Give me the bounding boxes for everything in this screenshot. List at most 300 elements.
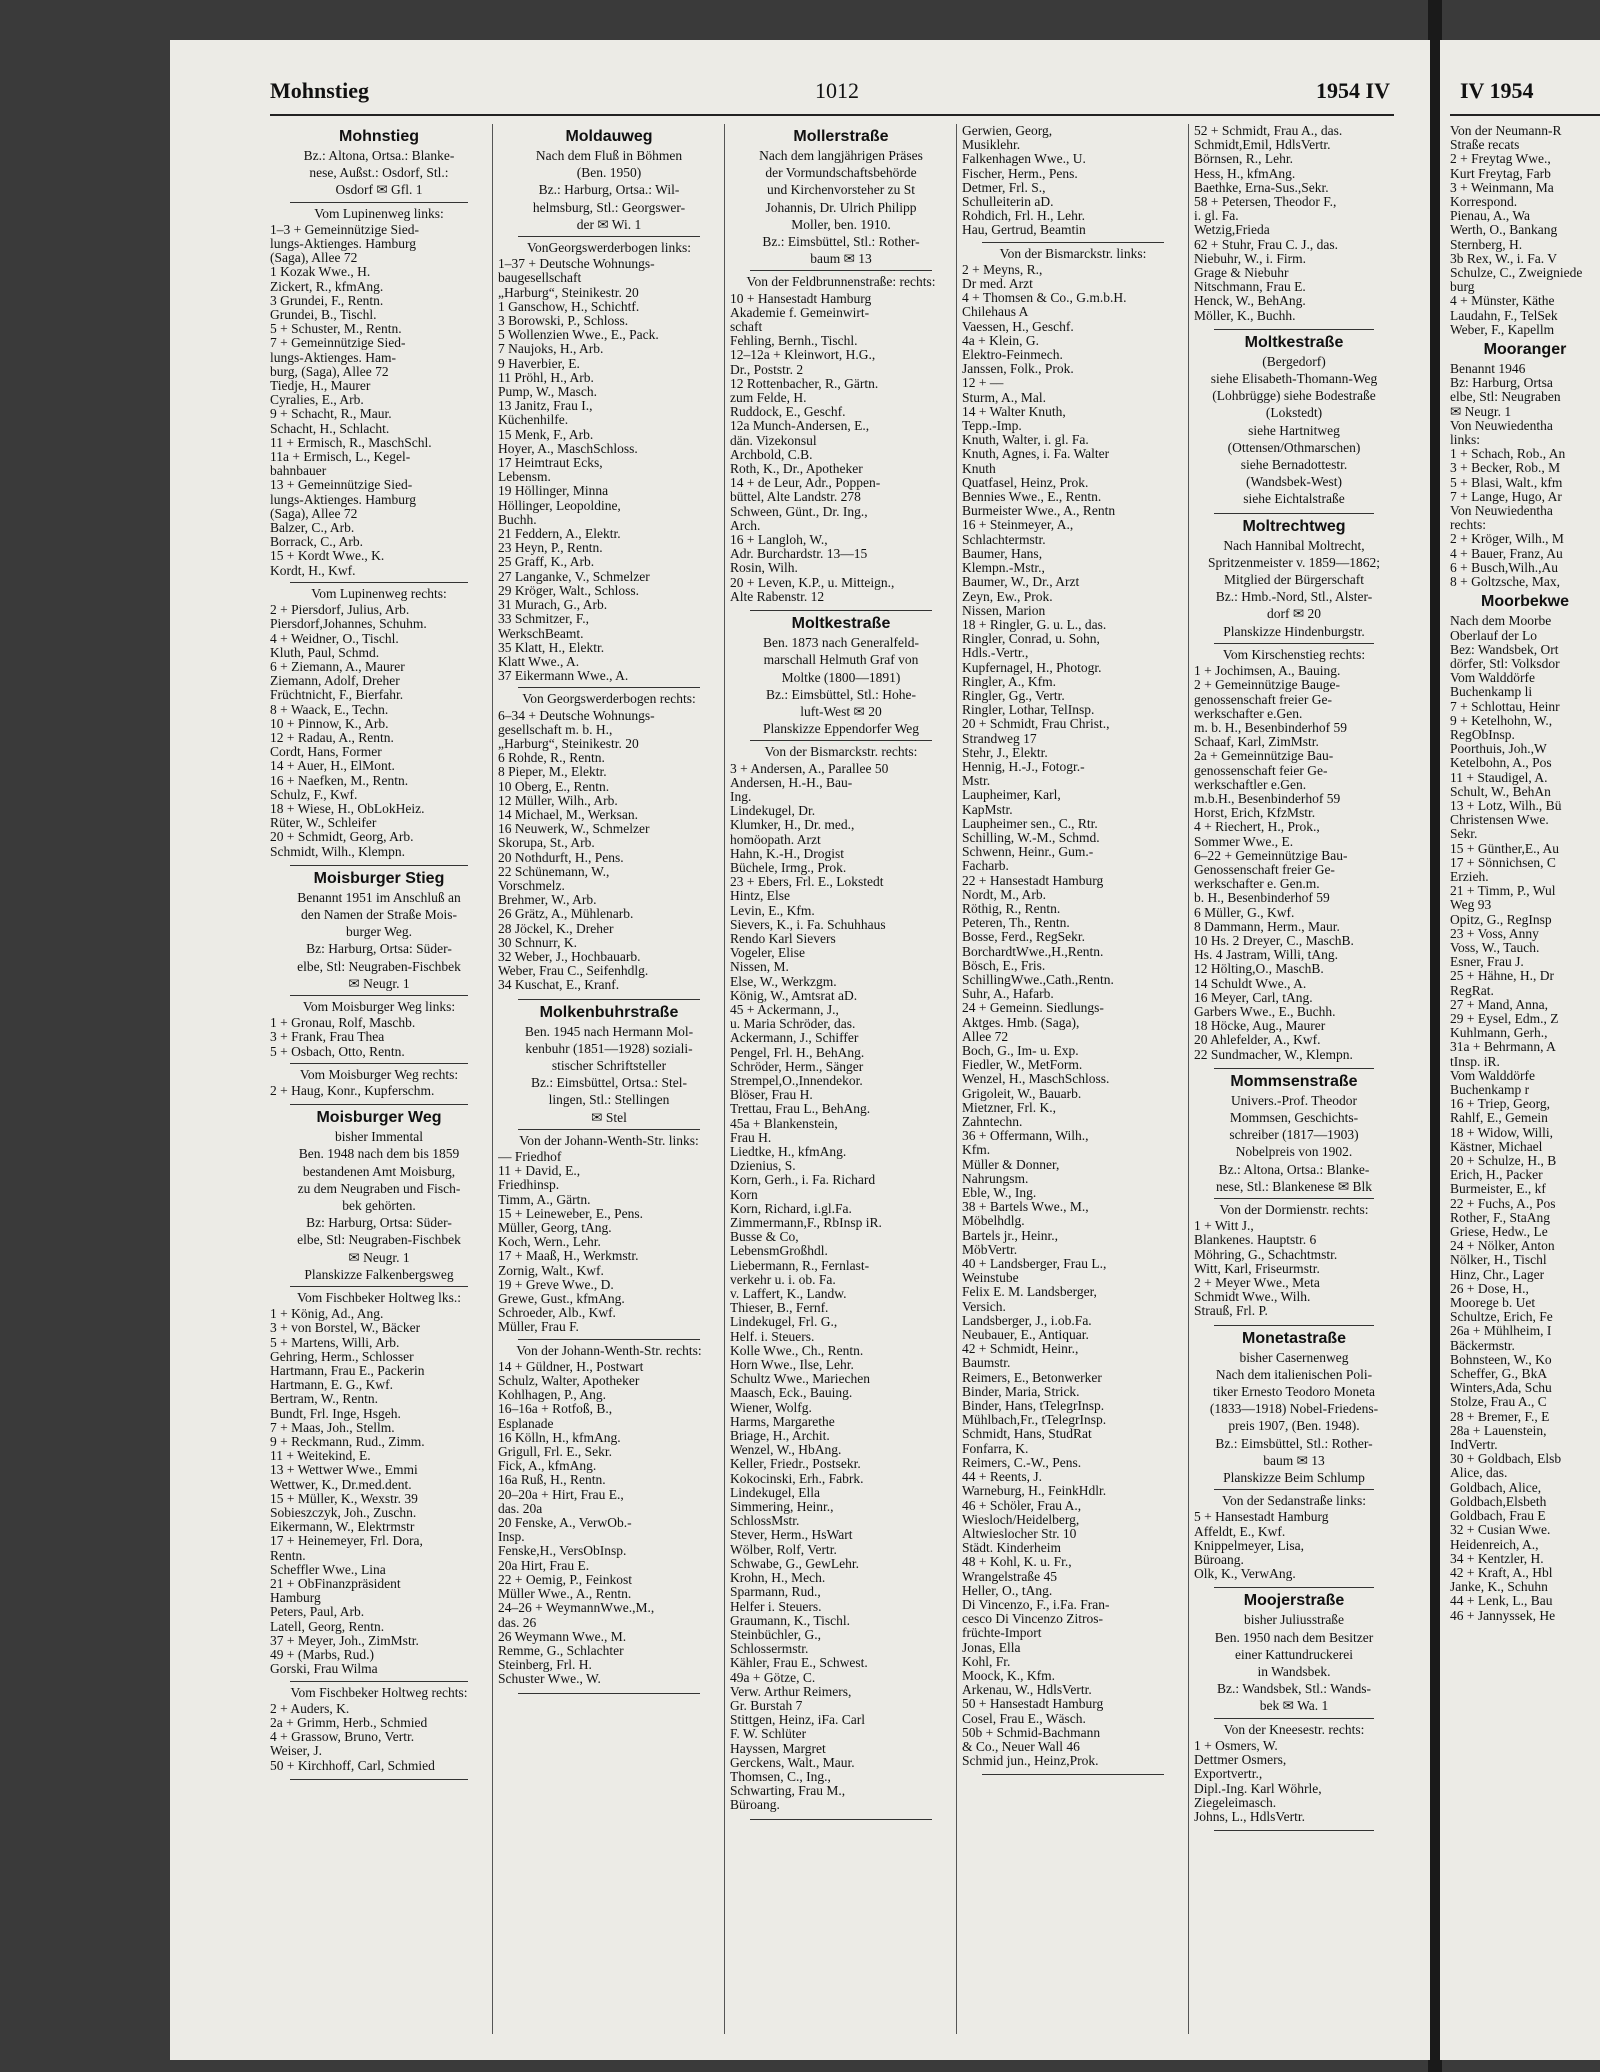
resident-entry: 18 + Widow, Willi, [1450,1125,1554,1140]
street-section [1194,1592,1394,1824]
resident-entry: Versich. [962,1299,1006,1314]
resident-entry: Schacht, H., Schlacht. [270,421,390,436]
resident-entry: Weg 93 [1450,898,1492,913]
resident-entry: Ing. [730,789,752,804]
resident-entry: 23 + Ebers, Frl. E., Lokstedt [730,875,884,890]
street-description: Ben. 1948 nach dem bis 1859 [298,1146,460,1162]
resident-entry: Kurt Freytag, Farb [1450,166,1551,181]
resident-entry: Grigoleit, W., Bauarb. [962,1086,1082,1101]
resident-entry: 37 + Meyer, Joh., ZimMstr. [270,1633,419,1648]
resident-entry: Zimmermann,F., RbInsp iR. [730,1216,882,1231]
resident-entry: Bohnsteen, W., Ko [1450,1352,1552,1367]
section-divider [518,1129,700,1130]
resident-entry: Schwabe, G., GewLehr. [730,1556,859,1571]
resident-entry: Burmeister, E., kf [1450,1182,1546,1197]
resident-entry: Kokocinski, Erh., Fabrk. [730,1471,864,1486]
resident-entry: Esner, Frau J. [1450,955,1524,970]
resident-entry: Strempel,O.,Innendekor. [730,1073,863,1088]
street-description: helmsburg, Stl.: Georgswer- [532,199,686,215]
street-description: Nobelpreis von 1902. [1235,1144,1353,1160]
street-title: Moojerstraße [1243,1592,1345,1610]
street-description: bisher Juliusstraße [1243,1612,1345,1628]
resident-entry: Binder, Hans, tTelegrInsp. [962,1399,1105,1414]
resident-entry: KapMstr. [962,802,1013,817]
resident-entry: Cordt, Hans, Former [270,745,382,760]
section-divider [1214,1068,1374,1069]
resident-entry: Facharb. [962,859,1009,874]
direction-heading: Vom Lupinenweg links: [314,205,444,221]
resident-entry: Wölber, Rolf, Vertr. [730,1542,837,1557]
section-divider [1214,1489,1374,1490]
section-divider [1214,513,1374,514]
resident-entry: 2 + Piersdorf, Julius, Arb. [270,603,410,618]
resident-entry: Eikermann, W., Elektrmstr [270,1520,415,1535]
resident-entry: Gerckens, Walt., Maur. [730,1755,855,1770]
resident-entry: Laupheimer, Karl, [962,788,1061,803]
resident-entry: SchillingWwe.,Cath.,Rentn. [962,972,1114,987]
resident-entry: LebensmGroßhdl. [730,1244,828,1259]
resident-entry: Piersdorf,Johannes, Schuhm. [270,617,427,632]
resident-entry: Schilling, W.-M., Schmd. [962,830,1100,845]
resident-entry: Möller, K., Buchh. [1194,308,1296,323]
header-street: Mohnstieg [270,78,369,103]
resident-entry: 2 + Auders, K. [270,1701,350,1716]
resident-entry: Stittgen, Heinz, iFa. Carl [730,1713,865,1728]
resident-entry: 14 Schuldt Wwe., A. [1194,976,1307,991]
resident-entry: Fehling, Bernh., Tischl. [730,334,858,349]
resident-entry: Hess, H., kfmAng. [1194,166,1296,181]
resident-entry: 30 + Goldbach, Elsb [1450,1452,1562,1467]
resident-entry: 1–3 + Gemeinnützige Sied- [270,222,419,237]
resident-entry: Hamburg [270,1591,321,1606]
resident-entry: 32 Weber, J., Hochbauarb. [498,949,641,964]
resident-entry: Dipl.-Ing. Karl Wöhrle, [1194,1781,1322,1796]
resident-entry: 10 Oberg, E., Rentn. [498,779,610,794]
resident-entry: Moock, K., Kfm. [962,1668,1055,1683]
resident-entry: Tepp.-Imp. [962,419,1022,434]
street-section [1194,1330,1394,1582]
direction-heading: Vom Fischbeker Holtweg rechts: [290,1684,468,1700]
resident-entry: Landsberger, J., i.ob.Fa. [962,1313,1092,1328]
resident-entry: 27 Langanke, V., Schmelzer [498,569,650,584]
resident-entry: Börnsen, R., Lehr. [1194,152,1293,167]
resident-entry: 50 + Kirchhoff, Carl, Schmied [270,1758,435,1773]
resident-entry: Vogeler, Elise [730,946,805,961]
resident-entry: 16–16a + Rotfoß, B., [498,1402,613,1417]
resident-entry: genossenschaft freier Ge- [1194,692,1332,707]
facing-page-header: IV 1954 [1460,78,1534,103]
direction-heading: Vom Moisburger Weg links: [302,998,456,1014]
street-description: Benannt 1951 im Anschluß an [297,889,461,905]
resident-entry: 8 Pieper, M., Elektr. [498,765,607,780]
resident-entry: 24–26 + WeymannWwe.,M., [498,1601,655,1616]
resident-entry: bahnbauer [270,464,327,479]
resident-entry: 5 + Schuster, M., Rentn. [270,322,402,337]
street-description: in Wandsbek. [1257,1664,1331,1680]
resident-entry: Weiser, J. [270,1744,322,1759]
section-divider [290,1681,468,1682]
resident-entry: 17 + Sönnichsen, C [1450,855,1556,870]
resident-entry: 26 + Dose, H., [1450,1281,1529,1296]
street-description: Planskizze Beim Schlump [1223,1470,1365,1486]
resident-entry: Strandweg 17 [962,731,1037,746]
resident-entry: Hartmann, E. G., Kwf. [270,1378,393,1393]
street-description: marschall Helmuth Graf von [763,652,919,668]
resident-entry: Küchenhilfe. [498,413,569,428]
resident-entry: Warneburg, H., FeinkHdlr. [962,1484,1107,1499]
direction-heading: Von der Feldbrunnenstraße: rechts: [746,274,936,290]
resident-entry: „Harburg“, Steinikestr. 20 [498,285,639,300]
resident-entry: 9 + Ketelhohn, W., [1450,713,1553,728]
resident-entry: Grage & Niebuhr [1194,266,1289,281]
resident-entry: Poorthuis, Joh.,W [1450,742,1547,757]
resident-entry: Wettwer, K., Dr.med.dent. [270,1477,412,1492]
resident-entry: Ringler, Gg., Vertr. [962,688,1065,703]
street-section [270,870,488,1098]
resident-entry: cesco Di Vincenzo Zitros- [962,1612,1104,1627]
column-4 [962,124,1184,2044]
street-description: ✉ Neugr. 1 [348,975,410,991]
resident-entry: Keller, Friedr., Postsekr. [730,1457,861,1472]
street-title: Moldauweg [565,128,653,145]
resident-entry: Weinstube [962,1271,1019,1286]
direction-heading: Von der Bismarckstr. rechts: [764,744,918,760]
resident-entry: 5 + Blasi, Walt., kfm [1450,475,1563,490]
resident-entry: Wiesloch/Heidelberg, [962,1512,1080,1527]
section-divider [290,995,468,996]
resident-entry: 1 + Jochimsen, A., Bauing. [1194,664,1341,679]
direction-heading: Von der Kneesestr. rechts: [1223,1721,1365,1737]
resident-entry: Winters,Ada, Schu [1450,1381,1552,1396]
resident-entry: Mietzner, Frl. K., [962,1100,1056,1115]
direction-heading: Von der Bismarckstr. links: [999,245,1147,261]
resident-entry: 45a + Blankenstein, [730,1116,838,1131]
resident-entry: 12 + –– [962,376,1004,391]
resident-entry: 10 + Pinnow, K., Arb. [270,716,389,731]
resident-entry: 11 + David, E., [498,1164,581,1179]
resident-entry: Henck, W., BehAng. [1194,294,1306,309]
resident-entry: 3 Borowski, P., Schloss. [498,314,629,329]
resident-entry: 4 + Weidner, O., Tischl. [270,631,399,646]
resident-entry: Wrangelstraße 45 [962,1569,1058,1584]
resident-entry: Trettau, Frau L., BehAng. [730,1102,871,1117]
resident-entry: Zahntechn. [962,1115,1023,1130]
resident-entry: Kluth, Paul, Schmd. [270,645,380,660]
resident-entry: 2 + Meyns, R., [962,262,1043,277]
resident-entry: 3b Rex, W., i. Fa. V [1450,251,1558,266]
street-description: Ben. 1945 nach Hermann Mol- [524,1023,694,1039]
street-description: (1833—1918) Nobel-Friedens- [1209,1401,1379,1417]
resident-entry: 5 + Martens, Willi, Arb. [270,1335,400,1350]
street-description: siehe Eichtalstraße [1243,491,1345,507]
resident-entry: Else, W., Werkzgm. [730,974,837,989]
resident-entry: 7 + Maas, Joh., Stellm. [270,1420,395,1435]
resident-entry: 2 + Gemeinnützige Bauge- [1194,678,1340,693]
column-3 [730,124,952,2044]
resident-entry: (Saga), Allee 72 [270,251,358,266]
resident-entry: Bosse, Ferd., RegSekr. [962,930,1085,945]
resident-entry: Elektro-Feinmech. [962,348,1063,363]
section-divider [518,687,700,688]
resident-entry: Harms, Margarethe [730,1414,835,1429]
resident-entry: Johns, L., HdlsVertr. [1194,1809,1305,1824]
resident-entry: Janke, K., Schuhn [1450,1580,1548,1595]
resident-entry: Fischer, Herm., Pens. [962,166,1078,181]
resident-entry: 16 + Naefken, M., Rentn. [270,773,409,788]
resident-entry: büttel, Alte Landstr. 278 [730,490,861,505]
street-title: Moisburger Stieg [313,869,445,887]
resident-entry: 15 + Günther,E., Au [1450,841,1560,856]
resident-entry: Jonas, Ella [962,1640,1021,1655]
resident-entry: 58 + Petersen, Theodor F., [1194,195,1337,210]
resident-entry: Schmidt, Hans, StudRat [962,1427,1092,1442]
resident-entry: 50 + Hansestadt Hamburg [962,1697,1104,1712]
resident-entry: Frau H. [730,1130,772,1145]
resident-entry: Dettmer Osmers, [1194,1753,1287,1768]
resident-entry: Rother, F., StaAng [1450,1210,1551,1225]
resident-entry: 8 + Waack, E., Techn. [270,702,389,717]
resident-entry: 20 Nothdurft, H., Pens. [498,850,624,865]
street-description: elbe, Stl: Neugraben-Fischbek [297,1232,461,1248]
resident-entry: RegObInsp. [1450,727,1515,742]
resident-entry: Friedhinsp. [498,1178,560,1193]
resident-entry: Hahn, K.-H., Drogist [730,846,844,861]
section-divider [750,740,932,741]
resident-entry: 36 + Offermann, Wilh., [962,1129,1089,1144]
resident-entry: 8 + Goltzsche, Max, [1450,575,1560,590]
resident-entry: 22 + Oemig, P., Feinkost [498,1572,632,1587]
street-description: bisher Immental [334,1129,424,1145]
street-description: (Ottensen/Othmarschen) [1227,439,1361,455]
resident-entry: Möhring, G., Schachtmstr. [1194,1247,1338,1262]
direction-heading: Von Georgswerderbogen rechts: [522,691,696,707]
resident-entry: Kähler, Frau E., Schwest. [730,1656,868,1671]
resident-entry: König, W., Amtsrat aD. [730,988,858,1003]
resident-entry: 7 Naujoks, H., Arb. [498,342,604,357]
resident-entry: 6–22 + Gemeinnützige Bau- [1194,848,1348,863]
street-description: (Wandsbek-West) [1245,474,1343,490]
resident-entry: 15 + Leineweber, E., Pens. [498,1206,644,1221]
resident-entry: das. 26 [498,1615,537,1630]
resident-entry: Moorege b. Uet [1450,1296,1536,1311]
resident-entry: Baumer, W., Dr., Arzt [962,575,1080,590]
resident-entry: tInsp. iR. [1450,1054,1500,1069]
street-section [1194,1073,1394,1319]
resident-entry: Chilehaus A [962,305,1029,320]
resident-entry: Affeldt, E., Kwf. [1194,1524,1286,1539]
street-description: Planskizze Hindenburgstr. [1223,623,1365,639]
direction-heading: VonGeorgswerderbogen links: [526,240,692,256]
street-description: siehe Hartnitweg [1248,422,1340,438]
street-description: nese, Außst.: Osdorf, Stl.: [309,165,449,181]
resident-entry: 2a + Gemeinnützige Bau- [1194,749,1334,764]
column-divider [956,124,957,2034]
resident-entry: 12 + Radau, A., Rentn. [270,730,394,745]
street-description: bek gehörten. [342,1198,416,1213]
resident-entry: 28 + Bremer, F., E [1450,1409,1550,1424]
resident-entry: Schmidt, Wilh., Klempn. [270,844,405,859]
resident-entry: Busse & Co, [730,1230,799,1245]
resident-entry: Knuth [962,461,996,476]
resident-entry: Steinbüchler, G., [730,1627,821,1642]
resident-entry: zum Felde, H. [730,391,807,406]
resident-entry: Früchtnicht, F., Bierfahr. [270,688,404,703]
resident-entry: 6 + Busch,Wilh.,Au [1450,560,1558,575]
facing-page [1440,40,1600,2060]
resident-entry: Wetzig,Frieda [1194,223,1270,238]
header-rule [270,114,1394,116]
section-divider [1214,1198,1374,1199]
resident-entry: 23 + Voss, Anny [1450,926,1539,941]
street-description: Bz.: Eimsbüttel, Ortsa.: Stel- [531,1075,687,1091]
street-title: Moorbekwe [1480,593,1569,611]
resident-entry: 45 + Ackermann, J., [730,1002,839,1017]
street-description: ✉ Stel [591,1109,627,1125]
resident-entry: Voss, W., Tauch. [1450,940,1540,955]
resident-entry: Korn [730,1187,758,1202]
resident-entry: Kupfernagel, H., Photogr. [962,660,1102,675]
section-divider [518,1339,700,1340]
resident-entry: 22 Sundmacher, W., Klempn. [1194,1047,1353,1062]
resident-entry: Ketelbohn, A., Pos [1450,756,1552,771]
resident-entry: Simmering, Heinr., [730,1500,834,1515]
street-description: der Vormundschaftsbehörde [765,165,917,181]
resident-entry: Thieser, B., Fernf. [730,1301,829,1316]
street-section [270,1109,488,1773]
resident-entry: Felix E. M. Landsberger, [962,1285,1097,1300]
street-description: bek ✉ Wa. 1 [1259,1698,1329,1714]
resident-entry: lungs-Aktienges. Hamburg [270,237,416,252]
street-section [270,128,488,859]
resident-entry: Knippelmeyer, Lisa, [1194,1538,1305,1553]
street-description: bestandenen Amt Moisburg, [302,1163,456,1179]
street-description: Nach dem Fluß in Böhmen [535,148,683,163]
resident-entry: Grundei, B., Tischl. [270,308,377,323]
resident-entry: 6–34 + Deutsche Wohnungs- [498,708,655,723]
direction-heading: Von der Sedanstraße links: [1221,1493,1367,1509]
resident-entry: Horn Wwe., Ilse, Lehr. [730,1358,854,1373]
resident-entry: Borrack, C., Arb. [270,535,363,550]
resident-entry: Sobieszczyk, Joh., Zuschn. [270,1506,417,1521]
street-section [730,128,952,604]
street-description: preis 1907, (Ben. 1948). [1228,1418,1360,1434]
resident-entry: Von der Neumann-R [1450,124,1562,138]
resident-entry: i. gl. Fa. [1194,209,1239,224]
resident-entry: links: [1450,433,1481,448]
resident-entry: 12 Rottenbacher, R., Gärtn. [730,376,879,391]
street-description: der ✉ Wi. 1 [576,216,642,232]
resident-entry: Lebensm. [498,470,551,485]
resident-entry: 19 Höllinger, Minna [498,484,609,499]
resident-entry: 20 Ahlefelder, A., Kwf. [1194,1033,1321,1048]
resident-entry: 29 Kröger, Walt., Schloss. [498,583,639,598]
resident-entry: 21 + ObFinanzpräsident [270,1577,401,1592]
resident-entry: 31a + Behrmann, A [1450,1040,1556,1055]
street-title: Monetastraße [1241,1329,1347,1347]
resident-entry: Nitschmann, Frau E. [1194,280,1306,295]
resident-entry: Bertram, W., Rentn. [270,1392,378,1407]
resident-entry: Falkenhagen Wwe., U. [962,152,1086,167]
street-title: Mommsenstraße [1230,1072,1358,1090]
resident-entry: werkschafter e. Gen.m. [1194,877,1320,892]
section-divider [1214,329,1374,330]
resident-entry: Höllinger, Leopoldine, [498,498,621,513]
resident-entry: Peteren, Th., Rentn. [962,916,1070,931]
resident-entry: Liedtke, H., kfmAng. [730,1145,847,1159]
resident-entry: Schulleiterin aD. [962,195,1054,210]
resident-entry: Thomsen, C., Ing., [730,1769,831,1784]
resident-entry: Laudahn, F., TelSek [1450,308,1558,323]
street-description: burger Weg. [346,924,412,940]
street-title: Moltkestraße [791,615,891,633]
resident-entry: 10 Hs. 2 Dreyer, C., MaschB. [1194,933,1354,948]
street-description: den Namen der Straße Mois- [301,906,457,922]
street-description: Univers.-Prof. Theodor [1230,1092,1358,1108]
resident-entry: Adr. Burchardstr. 13—15 [730,547,868,562]
resident-entry: 12–12a + Kleinwort, H.G., [730,348,876,363]
resident-entry: 21 Feddern, A., Elektr. [498,527,621,542]
resident-entry: 19 + Greve Wwe., D. [498,1277,614,1292]
resident-entry: Buchenkamp li [1450,685,1533,700]
resident-entry: 14 + Güldner, H., Postwart [498,1359,644,1374]
street-title: Moisburger Weg [316,1109,442,1127]
street-description: nese, Stl.: Blankenese ✉ Blk [1215,1178,1373,1194]
resident-entry: — Friedhof [498,1150,562,1164]
resident-entry: burg, (Saga), Allee 72 [270,364,389,379]
resident-entry: Boch, G., Im- u. Exp. [962,1044,1079,1058]
resident-entry: Timm, A., Gärtn. [498,1192,591,1207]
resident-entry: Briage, H., Archit. [730,1429,830,1444]
resident-entry: 42 + Kraft, A., Hbl [1450,1565,1553,1580]
facing-page-column [1450,124,1600,2044]
resident-entry: 9 + Reckmann, Rud., Zimm. [270,1435,425,1450]
resident-entry: baugesellschaft [498,271,582,286]
street-section [730,615,952,1812]
column-divider [724,124,725,2034]
resident-entry: Rüter, W., Schleifer [270,816,377,831]
resident-entry: Büchele, Irmg., Prok. [730,860,847,875]
resident-entry: 16 + Langloh, W., [730,533,828,548]
resident-entry: 35 Klatt, H., Elektr. [498,640,605,655]
section-divider [750,270,932,271]
street-description: luft-West ✉ 20 [800,703,882,719]
resident-entry: 18 + Ringler, G. u. L., das. [962,617,1107,632]
resident-entry: Röthig, R., Rentn. [962,901,1061,916]
resident-entry: Arch. [730,518,761,533]
resident-entry: 5 Wollenzien Wwe., E., Pack. [498,328,659,343]
street-section [1194,518,1394,1062]
street-description: elbe, Stl: Neugraben-Fischbek [297,958,461,974]
resident-entry: Allee 72 [962,1029,1009,1044]
resident-entry: Korrespond. [1450,195,1518,210]
resident-entry: 12 Hölting,O., MaschB. [1194,962,1324,977]
resident-entry: Alice, das. [1450,1466,1508,1481]
resident-entry: Büroang. [1194,1553,1244,1568]
resident-entry: 11 + Ermisch, R., MaschSchl. [270,435,432,450]
resident-entry: 14 Michael, M., Werksan. [498,807,639,822]
resident-entry: 6 + Ziemann, A., Maurer [270,659,405,674]
resident-entry: Hartmann, Frau E., Packerin [270,1364,425,1379]
street-description: Nach dem langjährigen Präses [759,148,923,163]
resident-entry: Hoyer, A., MaschSchloss. [498,441,638,456]
resident-entry: 3 + Weinmann, Ma [1450,180,1554,195]
resident-entry: Graumann, K., Tischl. [730,1613,851,1628]
resident-entry: 20a Hirt, Frau E. [498,1558,590,1573]
resident-entry: Stehr, J., Elektr. [962,745,1048,760]
resident-entry: Opitz, G., RegInsp [1450,912,1552,927]
resident-entry: „Harburg“, Steinikestr. 20 [498,736,639,751]
resident-entry: SchlossMstr. [730,1514,800,1529]
